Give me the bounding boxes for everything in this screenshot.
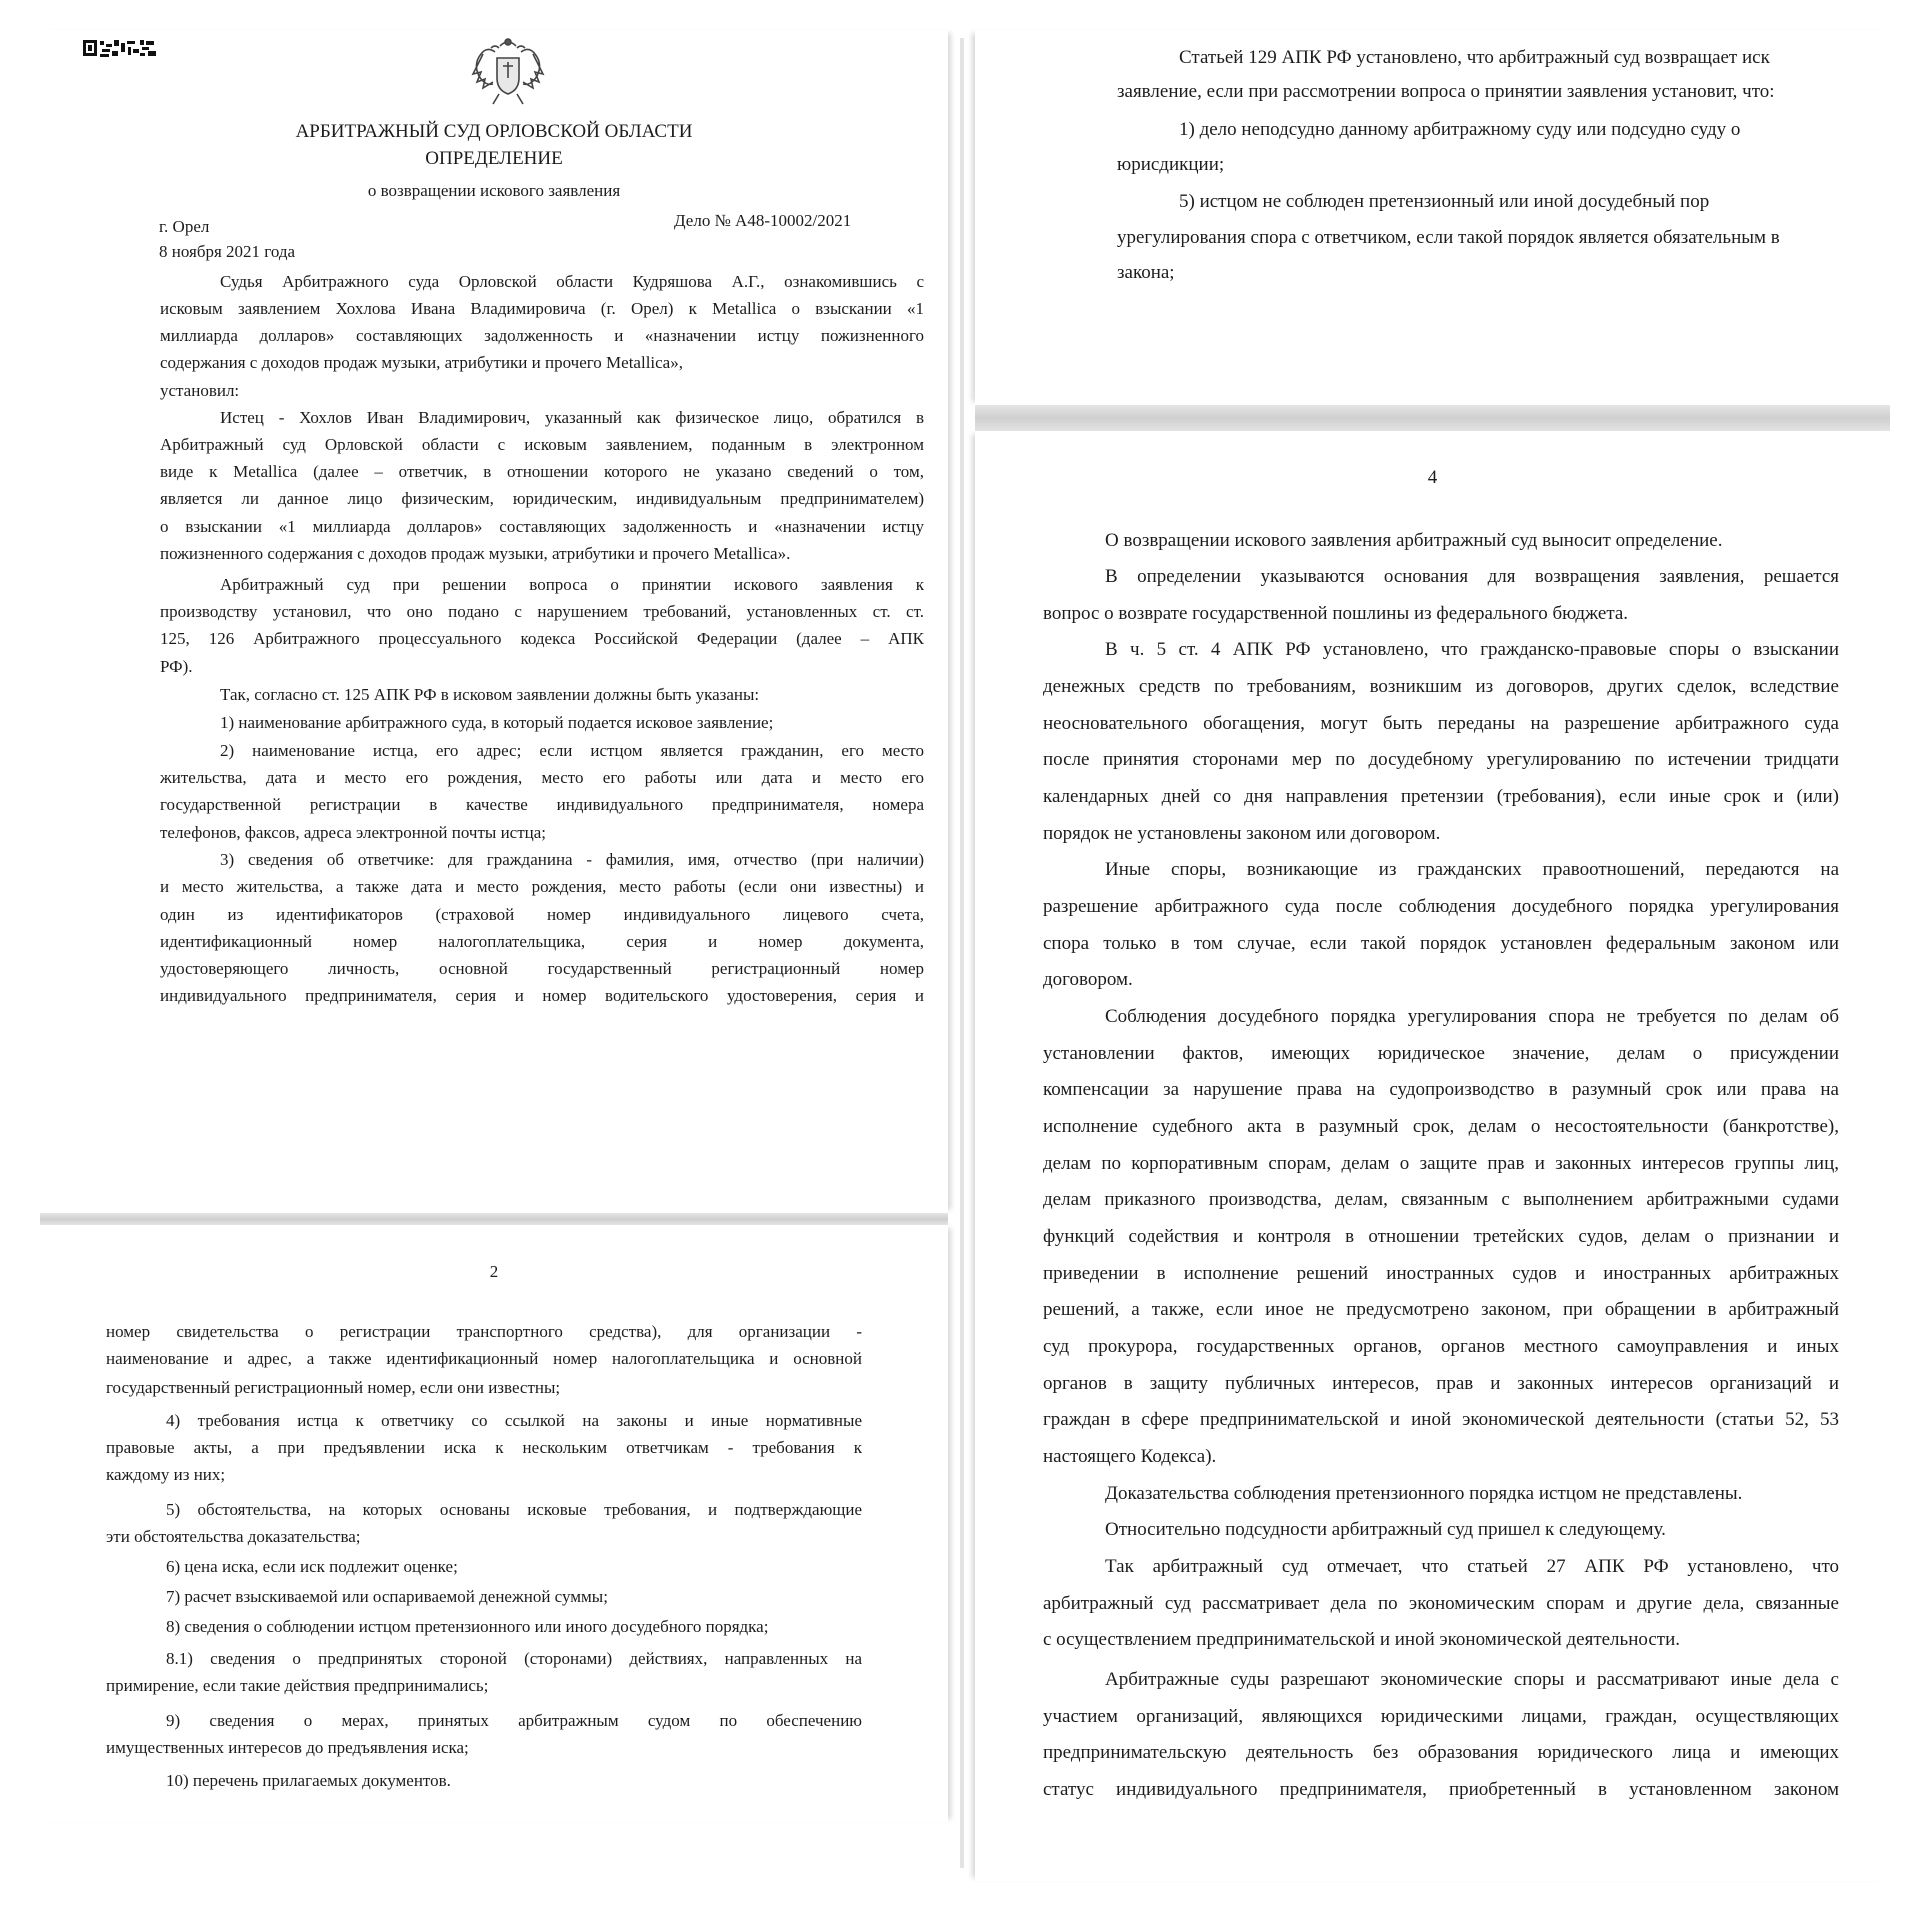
text-line: 7) расчет взыскиваемой или оспариваемой денежной суммы; — [166, 1587, 608, 1606]
text-line: участием организаций, являющихся юридическими лицами, граждан, осуществляющих — [1043, 1706, 1839, 1727]
document-page-2 — [40, 1225, 948, 1822]
text-line: 9) сведения о мерах, принятых арбитражным судом по обеспечению — [166, 1711, 862, 1730]
text-line: исполнение судебного акта в разумный срок, делам о несостоятельности (банкротстве), — [1043, 1116, 1839, 1137]
page-number: 2 — [489, 1262, 499, 1281]
text-line: правовые акты, а при предъявлении иска к нескольким ответчикам - требования к — [106, 1438, 862, 1457]
text-line: Соблюдения досудебного порядка урегулирования спора не требуется по делам об — [1105, 1006, 1839, 1027]
coat-of-arms-emblem — [465, 36, 551, 108]
date: 8 ноября 2021 года — [159, 242, 296, 261]
text-line: один из идентификаторов (страховой номер индивидуального лицевого счета, — [160, 905, 924, 924]
text-line: предпринимательскую деятельность без образования юридического лица и имеющих — [1043, 1742, 1839, 1763]
text-line: Так арбитражный суд отмечает, что статьей 27 АПК РФ установлено, что — [1105, 1556, 1839, 1577]
text-line: телефонов, факсов, адреса электронной почты истца; — [160, 823, 547, 842]
document-page-1 — [40, 30, 948, 1213]
text-line: имущественных интересов до предъявления иска; — [106, 1738, 469, 1757]
text-line: неосновательного обогащения, могут быть переданы на разрешение арбитражного суда — [1043, 713, 1839, 734]
text-line: Судья Арбитражного суда Орловской области Кудряшова А.Г., ознакомившись с — [220, 272, 924, 291]
text-line: 8.1) сведения о предпринятых стороной (сторонами) действиях, направленных на — [166, 1649, 862, 1668]
page-separator — [40, 1213, 948, 1225]
text-line: компенсации за нарушение права на судопроизводство в разумный срок или права на — [1043, 1079, 1839, 1100]
text-line: делам приказного производства, делам, связанным с выполнением арбитражными судами — [1043, 1189, 1839, 1210]
page-separator — [975, 405, 1890, 431]
text-line: 125, 126 Арбитражного процессуального кодекса Российской Федерации (далее – АПК — [160, 629, 924, 648]
text-line: граждан в сфере предпринимательской и иной экономической деятельности (статьи 52, 53 — [1043, 1409, 1839, 1430]
text-line: индивидуального предпринимателя, серия и номер водительского удостоверения, серия и — [160, 986, 924, 1005]
text-line: Так, согласно ст. 125 АПК РФ в исковом заявлении должны быть указаны: — [220, 685, 760, 704]
text-line: 6) цена иска, если иск подлежит оценке; — [166, 1557, 458, 1576]
text-line: закона; — [1117, 262, 1175, 283]
text-line: 10) перечень прилагаемых документов. — [166, 1771, 451, 1790]
qr-code-icon — [82, 38, 158, 60]
text-line: с осуществлением предпринимательской и иной экономической деятельности. — [1043, 1629, 1681, 1650]
city: г. Орел — [159, 217, 210, 236]
text-line: арбитражный суд рассматривает дела по экономическим спорам и другие дела, связанные — [1043, 1593, 1839, 1614]
text-line: миллиарда долларов» составляющих задолженность и «назначении истцу пожизненного — [160, 326, 924, 345]
text-line: установлении фактов, имеющих юридическое значение, делам о присуждении — [1043, 1043, 1839, 1064]
text-line: исковым заявлением Хохлова Ивана Владимировича (г. Орел) к Metallica о взыскании «1 — [160, 299, 924, 318]
text-line: производству установил, что оно подано с нарушением требований, установленных ст. ст. — [160, 602, 924, 621]
text-line: статус индивидуального предпринимателя, приобретенный в установленном законом — [1043, 1779, 1839, 1800]
text-line: РФ). — [160, 657, 193, 676]
text-line: Арбитражные суды разрешают экономические споры и рассматривают иные дела с — [1105, 1669, 1839, 1690]
text-line: Относительно подсудности арбитражный суд пришел к следующему. — [1105, 1519, 1666, 1540]
text-line: после принятия сторонами мер по досудебному урегулированию по истечении тридцати — [1043, 749, 1839, 770]
text-line: Истец - Хохлов Иван Владимирович, указанный как физическое лицо, обратился в — [220, 408, 924, 427]
text-line: решений, а также, если иное не предусмотрено законом, при обращении в арбитражный — [1043, 1299, 1839, 1320]
text-line: делам по корпоративным спорам, делам о защите прав и законных интересов группы лиц, — [1043, 1153, 1839, 1174]
page-number: 4 — [1427, 467, 1438, 488]
text-line: номер свидетельства о регистрации транспортного средства), для организации - — [106, 1322, 862, 1341]
text-line: календарных дней со дня направления претензии (требования), если иные срок и (или) — [1043, 786, 1839, 807]
text-line: вопрос о возврате государственной пошлины из федерального бюджета. — [1043, 603, 1629, 624]
text-line: договором. — [1043, 969, 1133, 990]
document-page-3-fragment — [975, 30, 1890, 405]
text-line: порядок не установлены законом или договором. — [1043, 823, 1441, 844]
text-line: и место жительства, а также дата и место рождения, место работы (если они известны) и — [160, 877, 924, 896]
text-line: функций содействия и контроля в отношении третейских судов, делам о признании и — [1043, 1226, 1839, 1247]
text-line: В определении указываются основания для возвращения заявления, решается — [1105, 566, 1839, 587]
text-line: эти обстоятельства доказательства; — [106, 1527, 361, 1546]
text-line: Арбитражный суд при решении вопроса о принятии искового заявления к — [220, 575, 924, 594]
text-line: идентификационный номер налогоплательщика, серия и номер документа, — [160, 932, 924, 951]
text-line: каждому из них; — [106, 1465, 226, 1484]
text-line: 1) дело неподсудно данному арбитражному суду или подсудно суду о — [1179, 119, 1741, 140]
text-line: 5) истцом не соблюден претензионный или иной досудебный пор — [1179, 191, 1710, 212]
text-line: О возвращении искового заявления арбитражный суд выносит определение. — [1105, 530, 1723, 551]
text-line: суд прокурора, государственных органов, органов местного самоуправления и иных — [1043, 1336, 1839, 1357]
text-line: является ли данное лицо физическим, юридическим, индивидуальным предпринимателем) — [160, 489, 924, 508]
document-page-4 — [975, 431, 1890, 1881]
text-line: разрешение арбитражного суда после соблюдения досудебного порядка урегулирования — [1043, 896, 1839, 917]
document-type: ОПРЕДЕЛЕНИЕ — [425, 148, 563, 169]
text-line: государственной регистрации в качестве индивидуального предпринимателя, номера — [160, 795, 924, 814]
text-line: пожизненного содержания с доходов продаж музыки, атрибутики и прочего Metallica». — [160, 544, 791, 563]
text-line: о взыскании «1 миллиарда долларов» составляющих задолженность и «назначении истцу — [160, 517, 924, 536]
text-line: приведении в исполнение решений иностранных судов и иностранных арбитражных — [1043, 1263, 1839, 1284]
text-line: В ч. 5 ст. 4 АПК РФ установлено, что гражданско-правовые споры о взыскании — [1105, 639, 1839, 660]
text-line: 1) наименование арбитражного суда, в который подается исковое заявление; — [220, 713, 774, 732]
text-line: Статьей 129 АПК РФ установлено, что арбитражный суд возвращает иск — [1179, 47, 1770, 68]
text-line: настоящего Кодекса). — [1043, 1446, 1217, 1467]
text-line: 3) сведения об ответчике: для гражданина - фамилия, имя, отчество (при наличии) — [220, 850, 924, 869]
text-line: 4) требования истца к ответчику со ссылкой на законы и иные нормативные — [166, 1411, 862, 1430]
text-line: урегулирования спора с ответчиком, если такой порядок является обязательным в — [1117, 227, 1780, 248]
column-divider — [960, 38, 964, 1868]
court-name: АРБИТРАЖНЫЙ СУД ОРЛОВСКОЙ ОБЛАСТИ — [295, 121, 693, 142]
text-line: содержания с доходов продаж музыки, атрибутики и прочего Metallica», — [160, 353, 683, 372]
text-line: Иные споры, возникающие из гражданских правоотношений, передаются на — [1105, 859, 1839, 880]
text-line: денежных средств по требованиям, возникшим из договоров, других сделок, вследствие — [1043, 676, 1839, 697]
text-line: наименование и адрес, а также идентификационный номер налогоплательщика и основной — [106, 1349, 862, 1368]
text-line: 5) обстоятельства, на которых основаны исковые требования, и подтверждающие — [166, 1500, 862, 1519]
case-number: Дело № А48-10002/2021 — [674, 211, 852, 230]
text-line: примирение, если такие действия предпринимались; — [106, 1676, 489, 1695]
text-line: государственный регистрационный номер, если они известны; — [106, 1378, 561, 1397]
text-line: 2) наименование истца, его адрес; если истцом является гражданин, его место — [220, 741, 924, 760]
text-line: заявление, если при рассмотрении вопроса о принятии заявления установит, что: — [1117, 81, 1775, 102]
text-line: удостоверяющего личность, основной государственный регистрационный номер — [160, 959, 924, 978]
text-line: Доказательства соблюдения претензионного порядка истцом не представлены. — [1105, 1483, 1743, 1504]
text-line: спора только в том случае, если такой порядок установлен федеральным законом или — [1043, 933, 1839, 954]
text-line: юрисдикции; — [1117, 154, 1225, 175]
text-line: виде к Metallica (далее – ответчик, в отношении которого не указано сведений о том, — [160, 462, 924, 481]
document-subtitle: о возвращении искового заявления — [367, 181, 621, 200]
text-line: органов в защиту публичных интересов, прав и законных интересов организаций и — [1043, 1373, 1839, 1394]
text-line: 8) сведения о соблюдении истцом претензионного или иного досудебного порядка; — [166, 1617, 769, 1636]
text-line: жительства, дата и место его рождения, место его работы или дата и место его — [160, 768, 924, 787]
text-line: Арбитражный суд Орловской области с исковым заявлением, поданным в электронном — [160, 435, 924, 454]
text-line: установил: — [160, 381, 240, 400]
